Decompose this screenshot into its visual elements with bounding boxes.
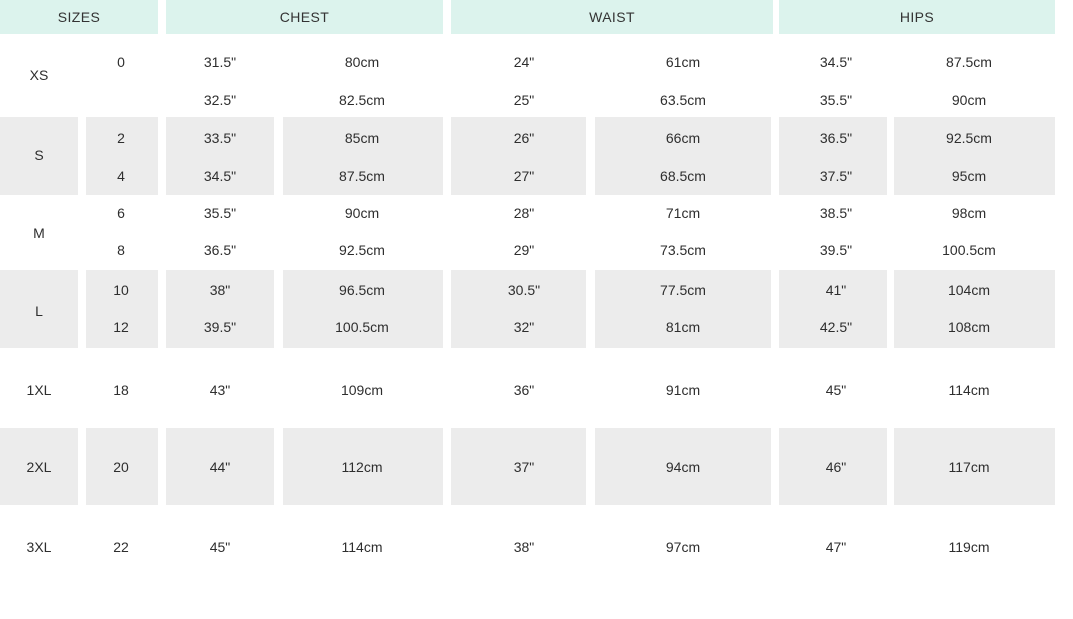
header-waist: WAIST: [451, 0, 773, 34]
header-hips: HIPS: [779, 0, 1055, 34]
cell-hips-cm: 92.5cm: [946, 130, 992, 146]
cell-waist-cm: 81cm: [665, 319, 701, 335]
cell-waist-in: 26": [513, 130, 535, 146]
cell-chest-cm: 85cm: [344, 130, 380, 146]
cell-chest-cm: 96.5cm: [339, 282, 385, 298]
size-label: M: [33, 225, 45, 241]
size-label: XS: [29, 67, 49, 83]
cell-waist-in: 37": [513, 459, 535, 475]
cell-waist-cm: 71cm: [665, 205, 701, 221]
size-label: 3XL: [26, 539, 52, 555]
cell-chest-cm: 80cm: [344, 54, 380, 70]
cell-chest-in: 31.5": [203, 54, 237, 70]
cell-hips-in: 37.5": [819, 168, 853, 184]
cell-waist-in: 38": [513, 539, 535, 555]
cell-hips-cm: 98cm: [951, 205, 987, 221]
header-chest: CHEST: [166, 0, 443, 34]
cell-hips-in: 35.5": [819, 92, 853, 108]
cell-hips-in: 36.5": [819, 130, 853, 146]
cell-chest-in: 32.5": [203, 92, 237, 108]
cell-hips-cm: 119cm: [948, 539, 990, 555]
cell-hips-cm: 114cm: [948, 382, 990, 398]
cell-waist-cm: 73.5cm: [660, 242, 706, 258]
cell-waist-cm: 91cm: [665, 382, 701, 398]
cell-hips-in: 41": [825, 282, 847, 298]
cell-num: 20: [113, 459, 129, 475]
cell-num: 8: [117, 242, 125, 258]
cell-num: 0: [117, 54, 125, 70]
cell-chest-cm: 92.5cm: [339, 242, 385, 258]
cell-chest-cm: 90cm: [344, 205, 380, 221]
cell-waist-cm: 68.5cm: [660, 168, 706, 184]
cell-waist-cm: 77.5cm: [660, 282, 706, 298]
cell-num: 12: [113, 319, 129, 335]
cell-chest-cm: 87.5cm: [339, 168, 385, 184]
size-label: L: [35, 303, 43, 319]
cell-num: 22: [113, 539, 129, 555]
cell-num: 6: [117, 205, 125, 221]
cell-waist-cm: 61cm: [665, 54, 701, 70]
cell-chest-cm: 112cm: [341, 459, 383, 475]
size-label: 1XL: [26, 382, 52, 398]
size-label: S: [34, 147, 44, 163]
cell-chest-in: 36.5": [203, 242, 237, 258]
cell-hips-in: 38.5": [819, 205, 853, 221]
cell-chest-cm: 82.5cm: [339, 92, 385, 108]
cell-chest-in: 43": [209, 382, 231, 398]
cell-waist-in: 30.5": [507, 282, 541, 298]
cell-hips-cm: 104cm: [947, 282, 991, 298]
cell-waist-in: 25": [513, 92, 535, 108]
cell-chest-cm: 100.5cm: [335, 319, 389, 335]
cell-hips-cm: 108cm: [947, 319, 991, 335]
cell-waist-in: 24": [513, 54, 535, 70]
cell-chest-in: 34.5": [203, 168, 237, 184]
cell-chest-in: 44": [209, 459, 231, 475]
cell-num: 18: [113, 382, 129, 398]
cell-chest-in: 35.5": [203, 205, 237, 221]
cell-hips-cm: 100.5cm: [942, 242, 996, 258]
cell-hips-in: 46": [825, 459, 847, 475]
cell-hips-cm: 117cm: [948, 459, 990, 475]
cell-waist-cm: 63.5cm: [660, 92, 706, 108]
cell-chest-in: 39.5": [203, 319, 237, 335]
cell-chest-in: 45": [209, 539, 231, 555]
cell-waist-in: 28": [513, 205, 535, 221]
cell-hips-in: 47": [825, 539, 847, 555]
cell-chest-cm: 114cm: [341, 539, 383, 555]
cell-hips-in: 45": [825, 382, 847, 398]
cell-waist-in: 29": [513, 242, 535, 258]
cell-num: 4: [117, 168, 125, 184]
cell-waist-cm: 97cm: [665, 539, 701, 555]
cell-num: 10: [113, 282, 129, 298]
cell-chest-in: 38": [209, 282, 231, 298]
cell-chest-cm: 109cm: [340, 382, 384, 398]
cell-waist-cm: 66cm: [665, 130, 701, 146]
cell-hips-in: 42.5": [819, 319, 853, 335]
cell-hips-in: 39.5": [819, 242, 853, 258]
header-sizes: SIZES: [0, 0, 158, 34]
cell-hips-in: 34.5": [819, 54, 853, 70]
cell-waist-in: 32": [513, 319, 535, 335]
cell-hips-cm: 87.5cm: [946, 54, 992, 70]
cell-hips-cm: 95cm: [951, 168, 987, 184]
cell-waist-in: 36": [513, 382, 535, 398]
cell-waist-cm: 94cm: [665, 459, 701, 475]
cell-hips-cm: 90cm: [951, 92, 987, 108]
cell-chest-in: 33.5": [203, 130, 237, 146]
cell-num: 2: [117, 130, 125, 146]
cell-waist-in: 27": [513, 168, 535, 184]
size-label: 2XL: [26, 459, 52, 475]
